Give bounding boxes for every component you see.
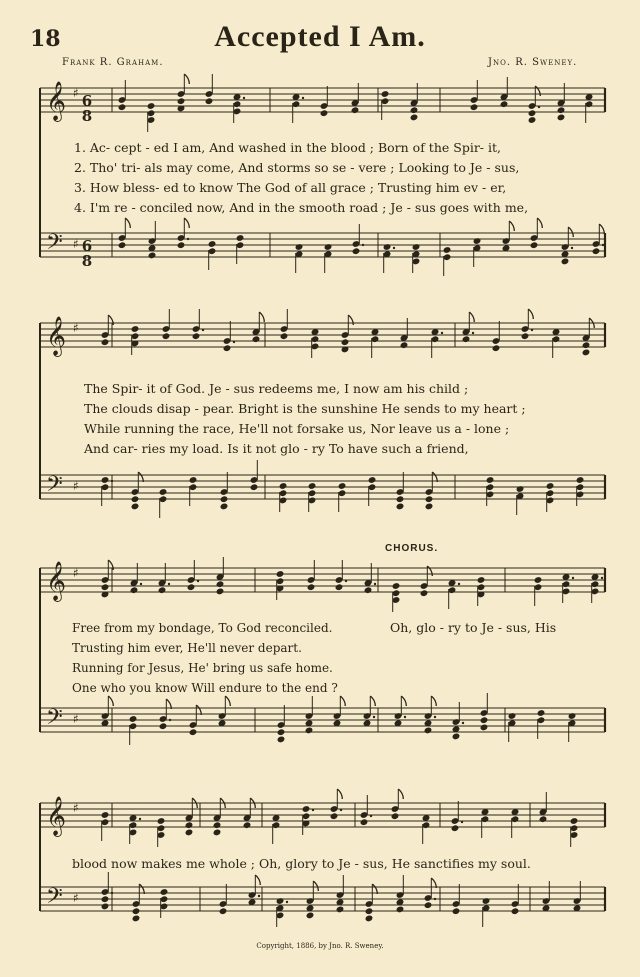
dot <box>458 583 460 585</box>
dot <box>538 106 540 108</box>
composer-credit: Jno. R. Sweney. <box>488 57 578 68</box>
notehead <box>424 901 433 909</box>
note-flag <box>431 878 436 888</box>
lyric-line: Trusting him ever, He'll never depart. <box>72 641 302 655</box>
notehead <box>220 495 229 503</box>
note-flag <box>313 881 318 891</box>
notehead <box>521 332 530 340</box>
notehead <box>582 349 591 357</box>
dot <box>345 580 347 582</box>
chorus-lyric-start: Oh, glo - ry to Je - sus, His <box>390 620 557 635</box>
notehead <box>118 241 127 249</box>
notehead <box>528 109 537 117</box>
notehead <box>159 488 168 496</box>
note-flag <box>348 315 353 325</box>
notehead <box>410 114 419 122</box>
dot <box>233 341 235 343</box>
lyric-line: 2. Tho' tri- als may come, And storms so se - vere ; Looking to Je - sus, <box>74 160 520 175</box>
key-signature-sharp: ♯ <box>73 237 79 251</box>
lyric-line: 1. Ac- cept - ed I am, And washed in the blood ; Born of the Spir- it, <box>74 140 501 155</box>
notehead <box>243 821 252 829</box>
notehead <box>131 503 140 511</box>
notehead <box>592 247 601 255</box>
notehead <box>511 907 520 915</box>
notehead <box>189 728 198 736</box>
notehead <box>500 100 509 108</box>
notehead <box>305 727 314 735</box>
notehead <box>528 116 537 124</box>
dot <box>169 719 171 721</box>
note-flag <box>139 884 144 894</box>
key-signature-sharp: ♯ <box>73 321 79 335</box>
notehead <box>443 246 452 254</box>
notehead <box>452 733 461 741</box>
notehead <box>482 897 491 905</box>
dot <box>362 244 364 246</box>
dot <box>404 716 406 718</box>
dot <box>140 583 142 585</box>
verse-lyrics-system-3 <box>72 618 338 698</box>
lyricist-credit: Frank R. Graham. <box>62 57 164 68</box>
notehead <box>451 824 460 832</box>
key-signature-sharp: ♯ <box>73 86 79 100</box>
notehead <box>352 247 361 255</box>
notehead <box>568 712 577 720</box>
dot <box>462 722 464 724</box>
notehead <box>341 338 350 346</box>
notehead <box>508 712 517 720</box>
notehead <box>360 818 369 826</box>
notehead <box>582 341 591 349</box>
notehead <box>537 709 546 717</box>
key-signature-sharp: ♯ <box>73 801 79 815</box>
notehead <box>189 476 198 484</box>
notehead <box>177 241 186 249</box>
note-flag <box>184 74 189 84</box>
note-flag <box>337 789 342 799</box>
notehead <box>470 103 479 111</box>
notehead <box>162 332 171 340</box>
notehead <box>213 821 222 829</box>
notehead <box>252 335 261 343</box>
notehead <box>420 589 429 597</box>
note-flag <box>125 218 130 228</box>
dot <box>602 244 604 246</box>
page-number: 18 <box>30 26 61 52</box>
note-flag <box>108 560 113 570</box>
bass-clef: 𝄢 <box>46 472 63 502</box>
lyric-line: Free from my bondage, To God reconciled. <box>72 621 333 635</box>
key-signature-sharp: ♯ <box>73 891 79 905</box>
notehead <box>365 915 374 923</box>
notehead <box>392 582 401 590</box>
notehead <box>280 332 289 340</box>
chorus-lyric-end: blood now makes me whole ; Oh, glory to Je - sus, He sanctifies my soul. <box>72 856 531 871</box>
lyric-line: And car- ries my load. Is it not glo - ry To have such a friend, <box>84 441 469 456</box>
verse-lyrics-system-1 <box>74 138 528 218</box>
notehead <box>279 482 288 490</box>
notehead <box>216 580 225 588</box>
dot <box>531 329 533 331</box>
dot <box>434 898 436 900</box>
dot <box>258 895 260 897</box>
notehead <box>412 243 421 251</box>
notehead <box>160 888 169 896</box>
notehead <box>307 583 316 591</box>
notehead <box>324 243 333 251</box>
notehead <box>539 815 548 823</box>
note-flag <box>166 699 171 709</box>
dot <box>111 892 113 894</box>
lyric-line: The Spir- it of God. Je - sus redeems me, I now am his child ; <box>84 381 469 396</box>
notehead <box>320 109 329 117</box>
notehead <box>368 476 377 484</box>
note-flag <box>196 705 201 715</box>
notehead <box>158 586 167 594</box>
dot <box>441 332 443 334</box>
notehead <box>534 576 543 584</box>
note-flag <box>372 884 377 894</box>
notehead <box>131 325 140 333</box>
notehead <box>477 576 486 584</box>
dot <box>197 580 199 582</box>
dot <box>168 583 170 585</box>
dot <box>393 247 395 249</box>
notehead <box>132 907 141 915</box>
dot <box>370 815 372 817</box>
notehead <box>557 114 566 122</box>
notehead <box>338 482 347 490</box>
notehead <box>132 915 141 923</box>
notehead <box>277 728 286 736</box>
dot <box>312 809 314 811</box>
note-flag <box>431 696 436 706</box>
time-signature-top: 6 <box>81 92 93 110</box>
note-flag <box>401 696 406 706</box>
note-flag <box>370 696 375 706</box>
lyric-line: The clouds disap - pear. Bright is the sunshine He sends to my heart ; <box>84 401 526 416</box>
notehead <box>425 503 434 511</box>
notehead <box>480 716 489 724</box>
notehead <box>396 906 405 914</box>
dot <box>111 480 113 482</box>
bass-time-signature <box>80 239 94 269</box>
notehead <box>462 335 471 343</box>
notehead <box>236 234 245 242</box>
note-flag <box>535 86 540 96</box>
notehead <box>220 503 229 511</box>
notehead <box>219 907 228 915</box>
chorus-label: CHORUS. <box>385 543 439 554</box>
notehead <box>396 503 405 511</box>
treble-clef: 𝄞 <box>46 561 67 601</box>
verse-lyrics-system-2 <box>84 379 526 459</box>
lyric-line: 3. How bless- ed to know The God of all grace ; Trusting him ev - er, <box>74 180 507 195</box>
notehead <box>147 102 156 110</box>
notehead <box>383 243 392 251</box>
notehead <box>205 97 214 105</box>
bass-clef: 𝄢 <box>46 884 63 914</box>
notehead <box>185 829 194 837</box>
notehead <box>131 495 140 503</box>
dot <box>572 577 574 579</box>
note-flag <box>255 875 260 885</box>
copyright-notice: Copyright, 1886, by Jno. R. Sweney. <box>256 942 384 950</box>
notehead <box>101 583 110 591</box>
notehead <box>480 724 489 732</box>
notehead <box>157 817 166 825</box>
dot <box>571 247 573 249</box>
notehead <box>185 821 194 829</box>
notehead <box>129 715 138 723</box>
notehead <box>492 344 501 352</box>
note-flag <box>537 218 542 228</box>
notehead <box>118 103 127 111</box>
notehead <box>276 897 285 905</box>
hymn-title: Accepted I Am. <box>214 20 426 53</box>
notehead <box>308 482 317 490</box>
note-flag <box>184 218 189 228</box>
dot <box>286 901 288 903</box>
notehead <box>400 341 409 349</box>
notehead <box>396 495 405 503</box>
key-signature-sharp: ♯ <box>73 712 79 726</box>
notehead <box>101 903 110 911</box>
notehead <box>306 912 315 920</box>
notehead <box>101 895 110 903</box>
notehead <box>336 906 345 914</box>
note-flag <box>259 312 264 322</box>
notehead <box>516 485 525 493</box>
note-flag <box>509 221 514 231</box>
notehead <box>177 97 186 105</box>
notehead <box>192 332 201 340</box>
notehead <box>570 817 579 825</box>
notehead <box>295 243 304 251</box>
notehead <box>335 583 344 591</box>
dot <box>243 97 245 99</box>
notehead <box>365 907 374 915</box>
treble-clef: 𝄞 <box>46 81 67 121</box>
note-flag <box>528 309 533 319</box>
notehead <box>425 495 434 503</box>
lyric-line: 4. I'm re - conciled now, And in the smooth road ; Je - sus goes with me, <box>74 200 529 215</box>
notehead <box>351 106 360 114</box>
notehead <box>208 240 217 248</box>
time-signature-bottom: 8 <box>81 252 93 270</box>
time-signature-bottom: 8 <box>81 107 93 125</box>
note-flag <box>138 472 143 482</box>
dot <box>302 97 304 99</box>
notehead <box>530 241 539 249</box>
dot <box>434 716 436 718</box>
lyric-line: While running the race, He'll not forsake us, Nor leave us a - lone ; <box>84 421 510 436</box>
dot <box>472 332 474 334</box>
notehead <box>364 586 373 594</box>
note-flag <box>108 315 113 325</box>
notehead <box>330 812 339 820</box>
treble-clef: 𝄞 <box>46 796 67 836</box>
note-flag <box>599 224 604 234</box>
notehead <box>250 483 259 491</box>
note-flag <box>469 312 474 322</box>
dot <box>461 821 463 823</box>
notehead <box>101 338 110 346</box>
treble-time-signature <box>80 94 94 124</box>
notehead <box>187 583 196 591</box>
dot <box>139 818 141 820</box>
notehead <box>302 805 311 813</box>
notehead <box>216 588 225 596</box>
note-flag <box>398 789 403 799</box>
note-flag <box>432 472 437 482</box>
notehead <box>148 252 157 260</box>
notehead <box>101 811 110 819</box>
dot <box>340 809 342 811</box>
dot <box>187 238 189 240</box>
bass-clef: 𝄢 <box>46 705 63 735</box>
notehead <box>130 586 139 594</box>
notehead <box>391 812 400 820</box>
notehead <box>159 722 168 730</box>
lyric-line: One who you know Will endure to the end ? <box>72 681 338 695</box>
notehead <box>276 570 285 578</box>
notehead <box>576 476 585 484</box>
note-flag <box>340 696 345 706</box>
notehead <box>223 344 232 352</box>
notehead <box>486 476 495 484</box>
bass-clef: 𝄢 <box>46 230 63 260</box>
note-flag <box>568 227 573 237</box>
notehead <box>557 106 566 114</box>
notehead <box>410 106 419 114</box>
notehead <box>213 829 222 837</box>
notehead <box>277 736 286 744</box>
notehead <box>452 907 461 915</box>
lyric-line: Running for Jesus, He' bring us safe home. <box>72 661 333 675</box>
notehead <box>546 482 555 490</box>
treble-clef: 𝄞 <box>46 316 67 356</box>
notehead <box>473 237 482 245</box>
notehead <box>381 90 390 98</box>
dot <box>374 583 376 585</box>
note-flag <box>427 566 432 576</box>
key-signature-sharp: ♯ <box>73 479 79 493</box>
notehead <box>101 476 110 484</box>
dot <box>601 577 603 579</box>
key-signature-sharp: ♯ <box>73 566 79 580</box>
notehead <box>561 258 570 266</box>
notehead <box>424 727 433 735</box>
dot <box>202 329 204 331</box>
time-signature-top: 6 <box>81 237 93 255</box>
dot <box>373 716 375 718</box>
